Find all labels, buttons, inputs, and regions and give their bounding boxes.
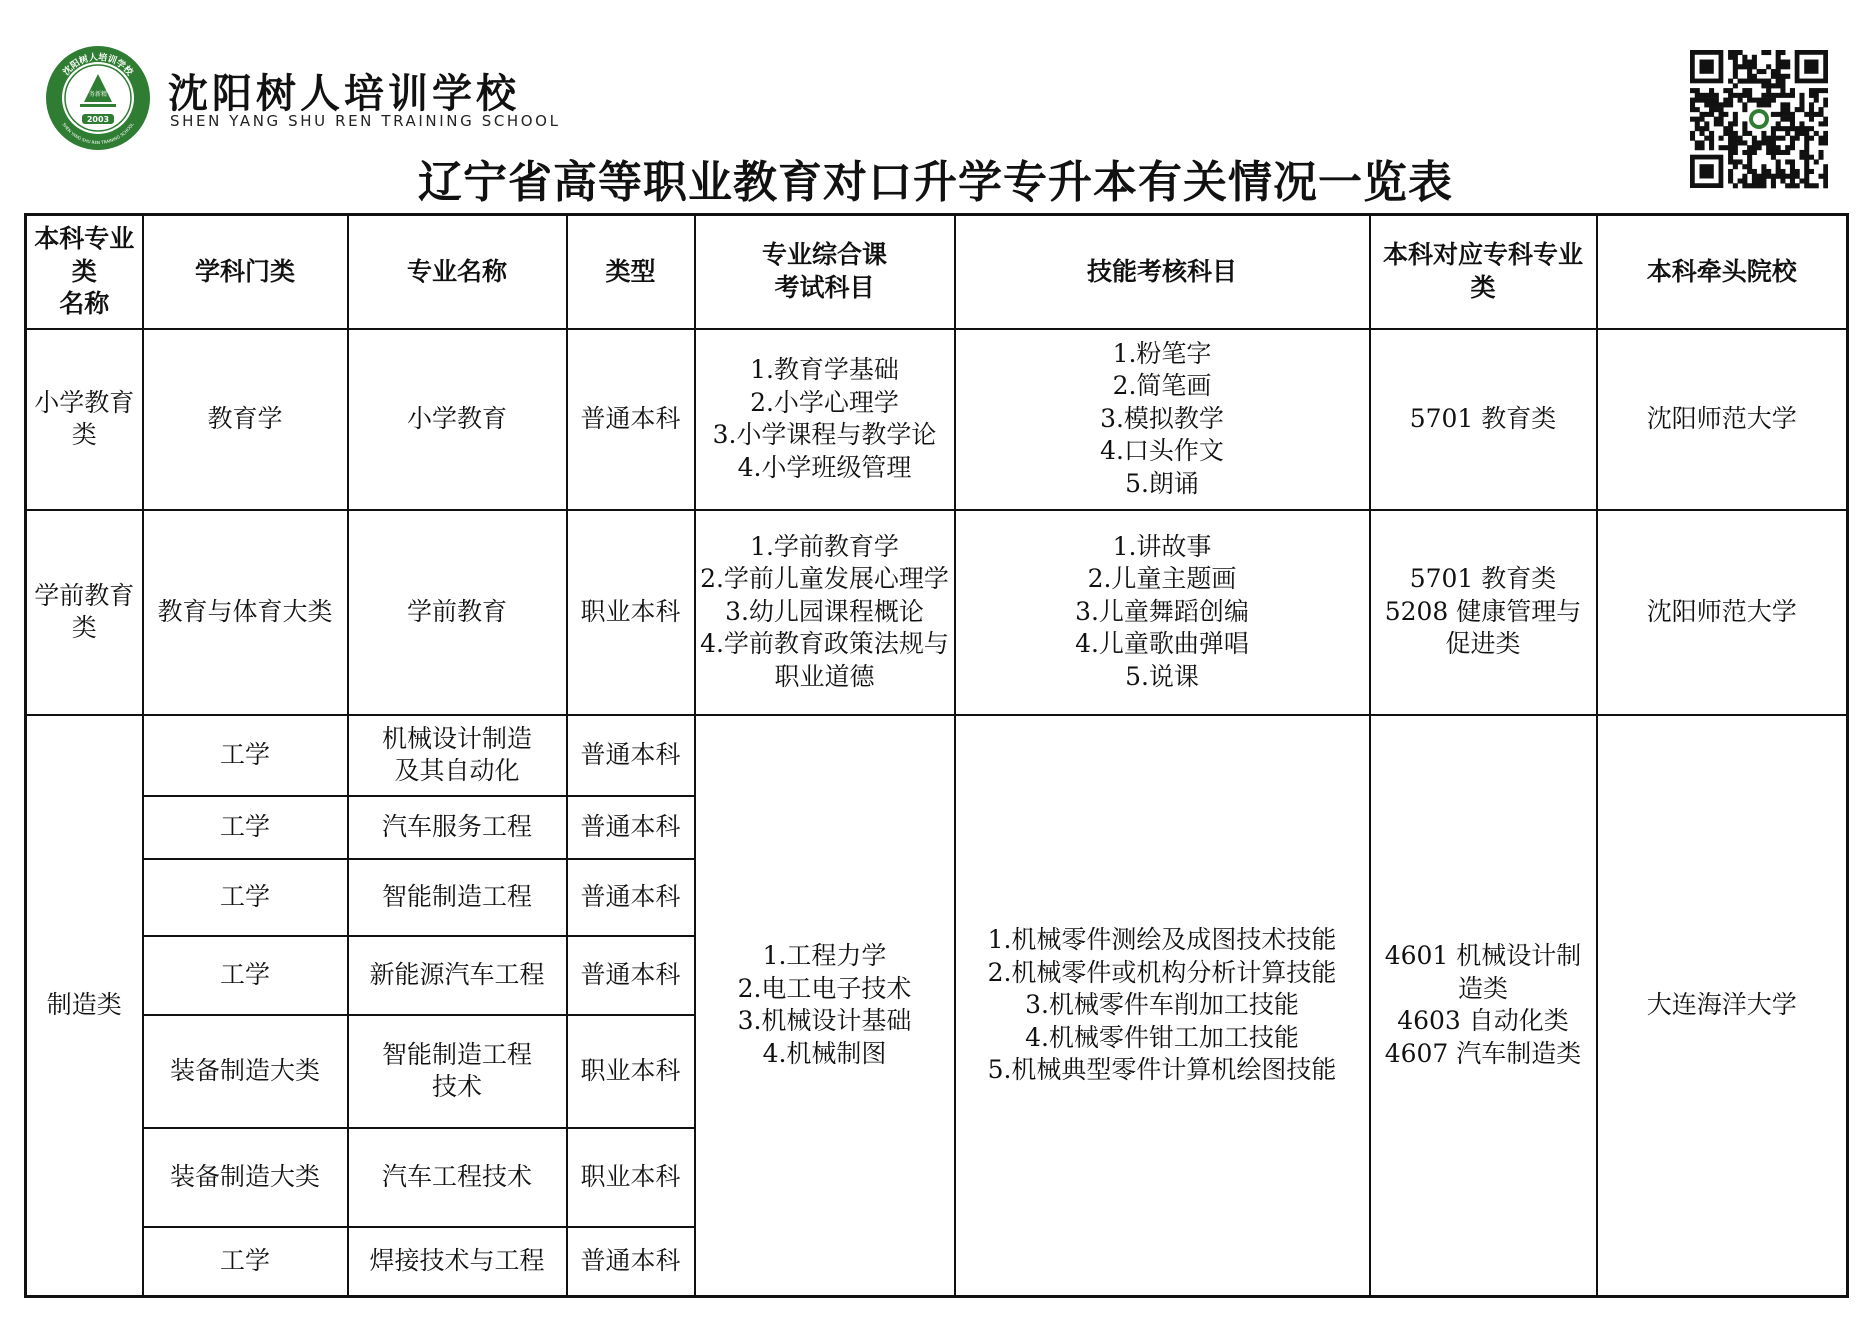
header-skill-subjects: 技能考核科目: [955, 215, 1370, 329]
cell-lead-school: 沈阳师范大学: [1597, 510, 1848, 715]
header-lead-school: 本科牵头院校: [1597, 215, 1848, 329]
cell-category: 小学教育类: [26, 329, 143, 510]
school-logo: [44, 44, 152, 152]
cell-skill-subjects: 1.机械零件测绘及成图技术技能 2.机械零件或机构分析计算技能 3.机械零件车削加工技能 4.机械零件钳工加工技能 5.机械典型零件计算机绘图技能: [955, 715, 1370, 1297]
cell-discipline: 工学: [143, 1227, 348, 1297]
cell-associate-majors: 4601 机械设计制造类 4603 自动化类 4607 汽车制造类: [1370, 715, 1597, 1297]
cell-major: 汽车服务工程: [348, 796, 567, 859]
cell-associate-majors: 5701 教育类 5208 健康管理与促进类: [1370, 510, 1597, 715]
cell-lead-school: 大连海洋大学: [1597, 715, 1848, 1297]
logo-text-top: 沈阳树人培训学校: [61, 52, 135, 78]
cell-discipline: 装备制造大类: [143, 1128, 348, 1227]
cell-major: 机械设计制造 及其自动化: [348, 715, 567, 796]
cell-type: 普通本科: [567, 715, 695, 796]
logo-year: 2003: [86, 115, 110, 124]
header-category: 本科专业类 名称: [26, 215, 143, 329]
cell-major: 智能制造工程: [348, 859, 567, 936]
cell-type: 职业本科: [567, 1015, 695, 1128]
cell-type: 普通本科: [567, 936, 695, 1015]
logo-motto: 务新精: [88, 91, 108, 98]
header-type: 类型: [567, 215, 695, 329]
school-name-en: SHEN YANG SHU REN TRAINING SCHOOL: [170, 112, 561, 130]
cell-type: 普通本科: [567, 329, 695, 510]
cell-exam-subjects: 1.工程力学 2.电工电子技术 3.机械设计基础 4.机械制图: [695, 715, 955, 1297]
header-exam-subjects: 专业综合课 考试科目: [695, 215, 955, 329]
table-row: [26, 329, 1848, 510]
logo-text-bottom: SHEN YANG SHU REN TRAINING SCHOOL: [61, 121, 135, 146]
header-major: 专业名称: [348, 215, 567, 329]
cell-discipline: 教育与体育大类: [143, 510, 348, 715]
school-name-cn: 沈阳树人培训学校: [168, 70, 520, 117]
cell-category: 学前教育类: [26, 510, 143, 715]
cell-category: 制造类: [26, 715, 143, 1297]
cell-discipline: 工学: [143, 796, 348, 859]
cell-discipline: 工学: [143, 936, 348, 1015]
cell-discipline: 教育学: [143, 329, 348, 510]
cell-discipline: 工学: [143, 859, 348, 936]
cell-major: 学前教育: [348, 510, 567, 715]
cell-type: 职业本科: [567, 1128, 695, 1227]
header-associate-majors: 本科对应专科专业类: [1370, 215, 1597, 329]
cell-type: 普通本科: [567, 1227, 695, 1297]
cell-discipline: 装备制造大类: [143, 1015, 348, 1128]
cell-type: 普通本科: [567, 859, 695, 936]
cell-exam-subjects: 1.教育学基础 2.小学心理学 3.小学课程与教学论 4.小学班级管理: [695, 329, 955, 510]
header-discipline: 学科门类: [143, 215, 348, 329]
cell-major: 焊接技术与工程: [348, 1227, 567, 1297]
cell-major: 小学教育: [348, 329, 567, 510]
cell-lead-school: 沈阳师范大学: [1597, 329, 1848, 510]
cell-exam-subjects: 1.学前教育学 2.学前儿童发展心理学 3.幼儿园课程概论 4.学前教育政策法规与职业道德: [695, 510, 955, 715]
page-header: [0, 0, 1871, 212]
table-row: [26, 715, 1848, 796]
cell-skill-subjects: 1.讲故事 2.儿童主题画 3.儿童舞蹈创编 4.儿童歌曲弹唱 5.说课: [955, 510, 1370, 715]
cell-discipline: 工学: [143, 715, 348, 796]
cell-type: 职业本科: [567, 510, 695, 715]
table-header-row: [26, 215, 1848, 329]
table-row: [26, 510, 1848, 715]
cell-major: 新能源汽车工程: [348, 936, 567, 1015]
cell-major: 智能制造工程 技术: [348, 1015, 567, 1128]
cell-major: 汽车工程技术: [348, 1128, 567, 1227]
cell-type: 普通本科: [567, 796, 695, 859]
cell-associate-majors: 5701 教育类: [1370, 329, 1597, 510]
cell-skill-subjects: 1.粉笔字 2.简笔画 3.模拟教学 4.口头作文 5.朗诵: [955, 329, 1370, 510]
education-table: [24, 213, 1849, 1298]
page-title: 辽宁省高等职业教育对口升学专升本有关情况一览表: [418, 157, 1453, 208]
